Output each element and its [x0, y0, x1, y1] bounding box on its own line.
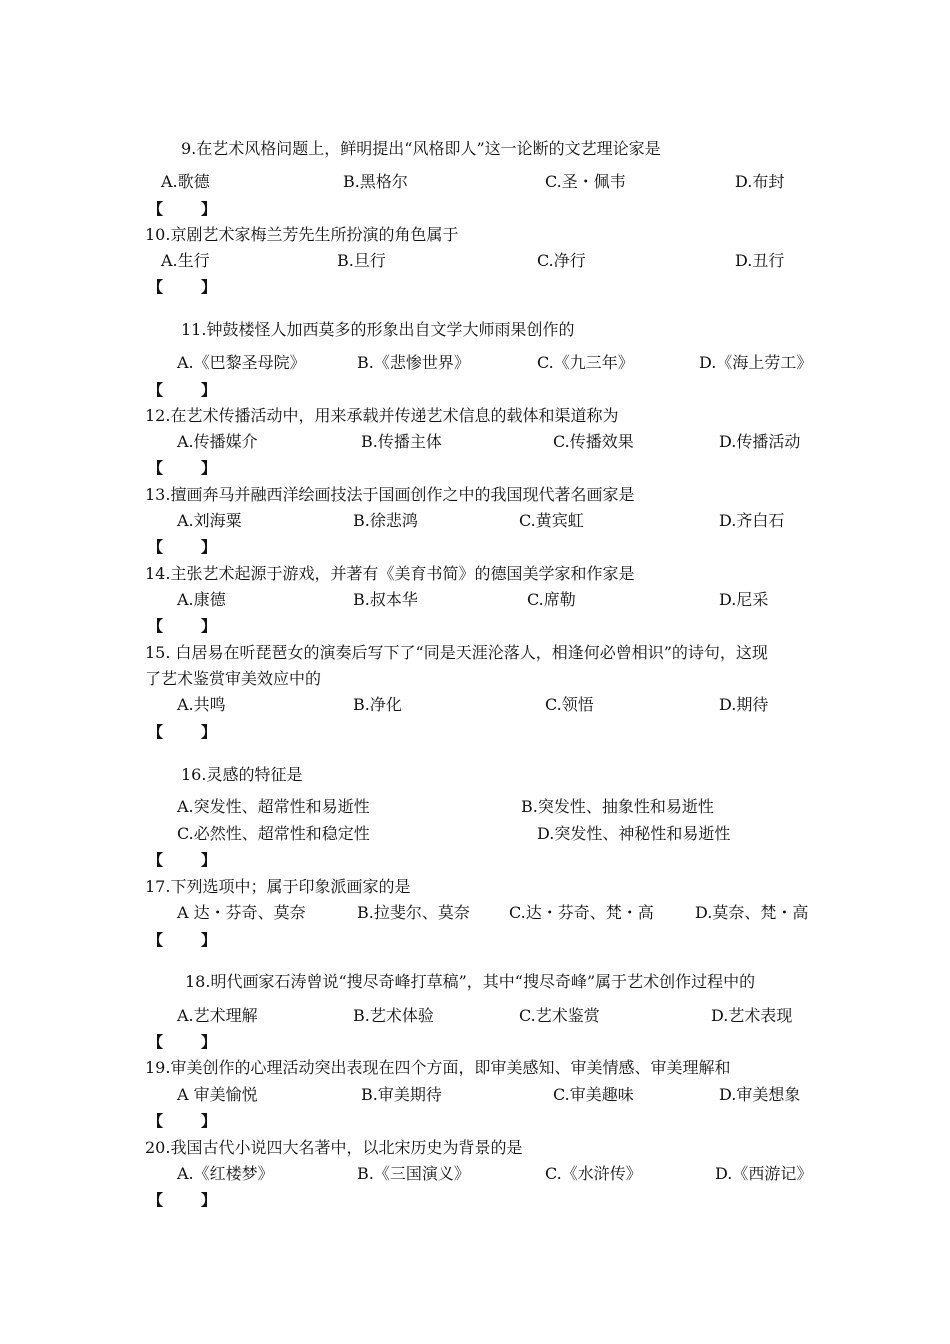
question-stem: 17.下列选项中；属于印象派画家的是: [145, 877, 411, 896]
option-d: D.齐白石: [719, 511, 785, 530]
answer-bracket: 【 】: [148, 381, 217, 399]
option-d: D.传播活动: [719, 432, 801, 451]
option-b: B.旦行: [337, 251, 386, 270]
option-b: B.叔本华: [353, 590, 418, 609]
option-a: A.歌德: [161, 172, 210, 191]
option-c: C.净行: [537, 251, 586, 270]
option-d: D.布封: [735, 172, 785, 191]
option-a: A.康德: [177, 590, 226, 609]
option-d: D.期待: [719, 695, 769, 714]
option-a: A.刘海粟: [177, 511, 242, 530]
option-c: C.《水浒传》: [545, 1164, 642, 1183]
option-d: D.丑行: [735, 251, 785, 270]
option-d: D.突发性、神秘性和易逝性: [537, 824, 731, 843]
answer-bracket: 【 】: [148, 931, 217, 949]
option-c: C.领悟: [545, 695, 594, 714]
question-stem: 20.我国古代小说四大名著中，以北宋历史为背景的是: [145, 1138, 523, 1157]
answer-bracket: 【 】: [148, 459, 217, 477]
option-c: C.黄宾虹: [519, 511, 584, 530]
answer-bracket: 【 】: [148, 200, 217, 218]
question-stem: 11.钟鼓楼怪人加西莫多的形象出自文学大师雨果创作的: [181, 320, 575, 339]
question-stem: 18.明代画家石涛曾说“搜尽奇峰打草稿”，其中“搜尽奇峰”属于艺术创作过程中的: [185, 972, 756, 991]
option-b: B.黑格尔: [343, 172, 408, 191]
question-stem: 13.擅画奔马并融西洋绘画技法于国画创作之中的我国现代著名画家是: [145, 485, 635, 504]
answer-bracket: 【 】: [148, 1033, 217, 1051]
question-stem-line2: 了艺术鉴赏审美效应中的: [145, 669, 322, 688]
option-c: C.达・芬奇、梵・高: [509, 903, 654, 922]
option-c: C.席勒: [527, 590, 576, 609]
answer-bracket: 【 】: [148, 851, 217, 869]
option-a: A.《巴黎圣母院》: [177, 353, 306, 372]
answer-bracket: 【 】: [148, 723, 217, 741]
answer-bracket: 【 】: [148, 1191, 217, 1209]
question-stem: 10.京剧艺术家梅兰芳先生所扮演的角色属于: [145, 225, 459, 244]
option-b: B.突发性、抽象性和易逝性: [521, 797, 714, 816]
question-stem: 19.审美创作的心理活动突出表现在四个方面，即审美感知、审美情感、审美理解和: [145, 1058, 731, 1077]
option-a: A.《红楼梦》: [177, 1164, 274, 1183]
answer-bracket: 【 】: [148, 538, 217, 556]
option-b: B.徐悲鸿: [353, 511, 418, 530]
question-stem: 14.主张艺术起源于游戏，并著有《美育书简》的德国美学家和作家是: [145, 564, 635, 583]
option-c: C.审美趣味: [553, 1085, 634, 1104]
question-stem: 16.灵感的特征是: [181, 765, 303, 784]
question-stem-line1: 15. 白居易在听琵琶女的演奏后写下了“同是天涯沦落人，相逢何必曾相识”的诗句，这现: [145, 643, 768, 662]
option-d: D.艺术表现: [711, 1006, 793, 1025]
option-a: A.突发性、超常性和易逝性: [177, 797, 370, 816]
option-a: A 审美愉悦: [177, 1085, 258, 1104]
option-a: A.艺术理解: [177, 1006, 258, 1025]
option-a: A.生行: [161, 251, 210, 270]
option-a: A.共鸣: [177, 695, 226, 714]
option-b: B.《三国演义》: [357, 1164, 470, 1183]
option-d: D.《西游记》: [715, 1164, 813, 1183]
option-c: C.艺术鉴赏: [519, 1006, 600, 1025]
answer-bracket: 【 】: [148, 278, 217, 296]
option-b: B.《悲惨世界》: [357, 353, 470, 372]
option-c: C.《九三年》: [537, 353, 634, 372]
option-d: D.尼采: [719, 590, 769, 609]
option-b: B.审美期待: [361, 1085, 442, 1104]
option-b: B.净化: [353, 695, 402, 714]
option-b: B.拉斐尔、莫奈: [357, 903, 470, 922]
question-stem: 12.在艺术传播活动中，用来承载并传递艺术信息的载体和渠道称为: [145, 406, 619, 425]
option-a: A 达・芬奇、莫奈: [177, 903, 306, 922]
option-a: A.传播媒介: [177, 432, 258, 451]
answer-bracket: 【 】: [148, 1112, 217, 1130]
answer-bracket: 【 】: [148, 617, 217, 635]
option-c: C.必然性、超常性和稳定性: [177, 824, 370, 843]
option-d: D.《海上劳工》: [699, 353, 813, 372]
option-c: C.传播效果: [553, 432, 634, 451]
option-c: C.圣・佩韦: [545, 172, 626, 191]
option-d: D.莫奈、梵・高: [695, 903, 809, 922]
question-stem: 9.在艺术风格问题上，鲜明提出“风格即人”这一论断的文艺理论家是: [181, 139, 661, 158]
option-d: D.审美想象: [719, 1085, 801, 1104]
option-b: B.艺术体验: [353, 1006, 434, 1025]
option-b: B.传播主体: [361, 432, 442, 451]
